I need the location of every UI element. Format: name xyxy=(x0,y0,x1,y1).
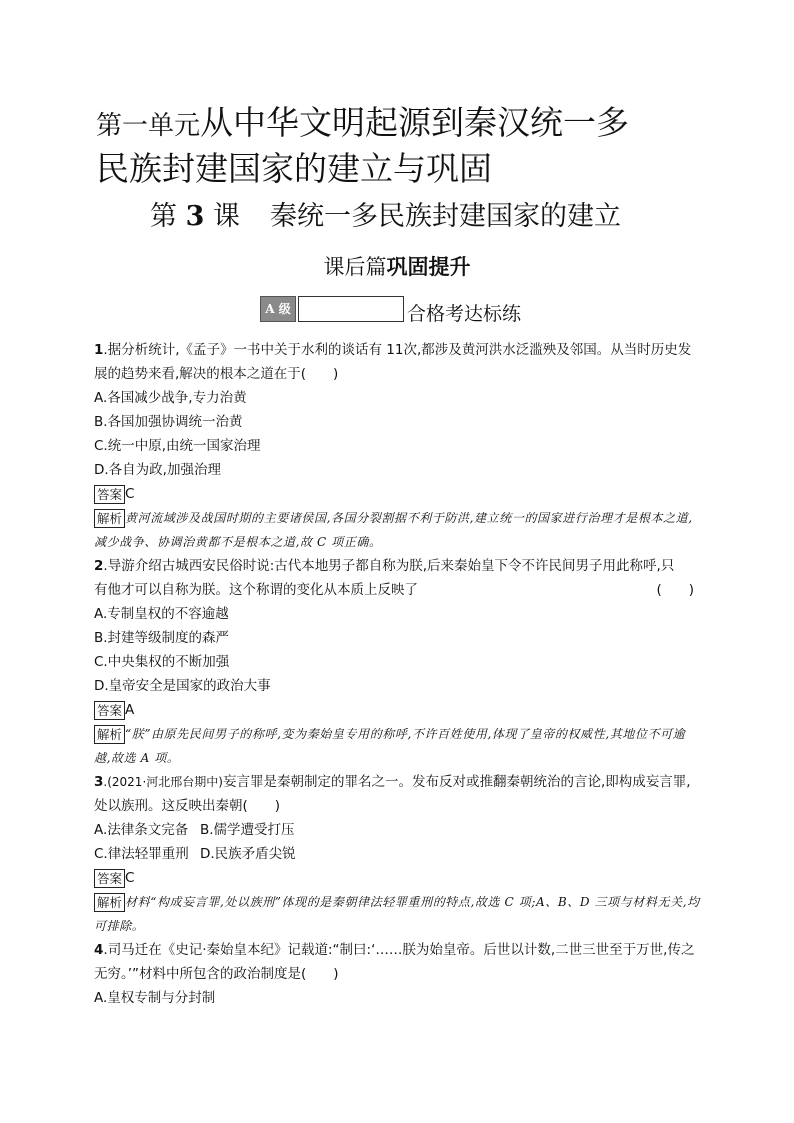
analysis xyxy=(94,890,700,938)
question-stem-cont: 有他才可以自称为朕。这个称谓的变化从本质上反映了 ( ) xyxy=(94,578,700,602)
analysis xyxy=(94,506,700,554)
lesson-name: 秦统一多民族封建国家的建立 xyxy=(269,201,621,232)
option-b: B.儒学遭受打压 xyxy=(200,822,295,838)
question-2 xyxy=(94,554,700,770)
question-3 xyxy=(94,770,700,938)
options-row-1 xyxy=(94,818,700,842)
option-c: C.统一中原,由统一国家治理 xyxy=(94,438,261,454)
answer-label: 答案 xyxy=(94,701,125,720)
question-4 xyxy=(94,938,700,1010)
unit-label: 第一单元 xyxy=(96,111,201,141)
question-stem: 1.据分析统计,《孟子》一书中关于水利的谈话有 11次,都涉及黄河洪水泛滥殃及邻国。从当时历史发展的趋势来看,解决的根本之道在于( ) xyxy=(94,342,692,382)
answer-row xyxy=(94,868,700,890)
question-stem: 3.(2021·河北邢台期中)妄言罪是秦朝制定的罪名之一。发布反对或推翻秦朝统治的言论,即构成妄言罪,处以族刑。这反映出秦朝( ) xyxy=(94,774,691,814)
option-a: A.专制皇权的不容逾越 xyxy=(94,606,229,622)
section-part2: 巩固提升 xyxy=(386,255,471,279)
answer-value: C xyxy=(125,486,135,502)
answer-value: C xyxy=(125,870,135,886)
option-d: D.各自为政,加强治理 xyxy=(94,462,221,478)
analysis-label: 解析 xyxy=(94,725,125,744)
questions xyxy=(94,338,700,1010)
unit-title-text: 从中华文明起源到秦汉统一多 xyxy=(200,103,630,142)
level-blank-box xyxy=(298,296,404,322)
option-b: B.封建等级制度的森严 xyxy=(94,630,230,646)
option-a: A.皇权专制与分封制 xyxy=(94,990,216,1006)
option-d: D.皇帝安全是国家的政治大事 xyxy=(94,678,271,694)
option-a: A.法律条文完备 xyxy=(94,822,189,838)
answer-bracket: ( ) xyxy=(656,582,694,598)
analysis-label: 解析 xyxy=(94,509,125,528)
lesson-number: 3 xyxy=(185,201,205,232)
options-row-2 xyxy=(94,842,700,866)
analysis-text: 材料“构成妄言罪,处以族刑”体现的是秦朝律法轻罪重刑的特点,故选 C 项;A、B、D 三项与材料无关,均可排除。 xyxy=(94,895,700,933)
unit-title-line1 xyxy=(96,100,629,149)
option-b: B.各国加强协调统一治黄 xyxy=(94,414,243,430)
question-1 xyxy=(94,338,700,554)
answer-value: A xyxy=(125,702,135,718)
question-number: 1 xyxy=(94,342,104,358)
analysis-text: “朕”由原先民间男子的称呼,变为秦始皇专用的称呼,不许百姓使用,体现了皇帝的权威性,其地位不可逾越,故选 A 项。 xyxy=(94,727,686,765)
answer-label: 答案 xyxy=(94,869,125,888)
analysis xyxy=(94,722,700,770)
lesson-prefix: 第 xyxy=(150,201,177,232)
section-part1: 课后篇 xyxy=(323,255,387,279)
option-a: A.各国减少战争,专力治黄 xyxy=(94,390,247,406)
option-c: C.律法轻罪重刑 xyxy=(94,846,189,862)
section-title xyxy=(0,252,794,282)
question-number: 3 xyxy=(94,774,104,790)
question-stem: 2.导游介绍古城西安民俗时说:古代本地男子都自称为朕,后来秦始皇下令不许民间男子用此称呼,只 xyxy=(94,558,675,574)
question-source: .(2021·河北邢台期中) xyxy=(103,775,223,789)
level-header xyxy=(260,296,522,325)
level-text: 合格考达标练 xyxy=(407,303,522,325)
answer-row xyxy=(94,700,700,722)
question-number: 4 xyxy=(94,942,104,958)
question-number: 2 xyxy=(94,558,104,574)
level-tag: A 级 xyxy=(260,296,296,322)
option-c: C.中央集权的不断加强 xyxy=(94,654,230,670)
option-d: D.民族矛盾尖锐 xyxy=(200,846,296,862)
question-stem: 4.司马迁在《史记·秦始皇本纪》记载道:“制曰:‘……朕为始皇帝。后世以计数,二世三世至于万世,传之无穷。’”材料中所包含的政治制度是( ) xyxy=(94,942,695,982)
lesson-title xyxy=(150,197,621,237)
analysis-label: 解析 xyxy=(94,893,125,912)
answer-row xyxy=(94,484,700,506)
answer-label: 答案 xyxy=(94,485,125,504)
unit-title-line2: 民族封建国家的建立与巩固 xyxy=(96,149,492,188)
analysis-text: 黄河流域涉及战国时期的主要诸侯国,各国分裂割据不利于防洪,建立统一的国家进行治理才是根本之道,减少战争、协调治黄都不是根本之道,故 C 项正确。 xyxy=(94,511,693,549)
lesson-suffix: 课 xyxy=(212,201,240,232)
